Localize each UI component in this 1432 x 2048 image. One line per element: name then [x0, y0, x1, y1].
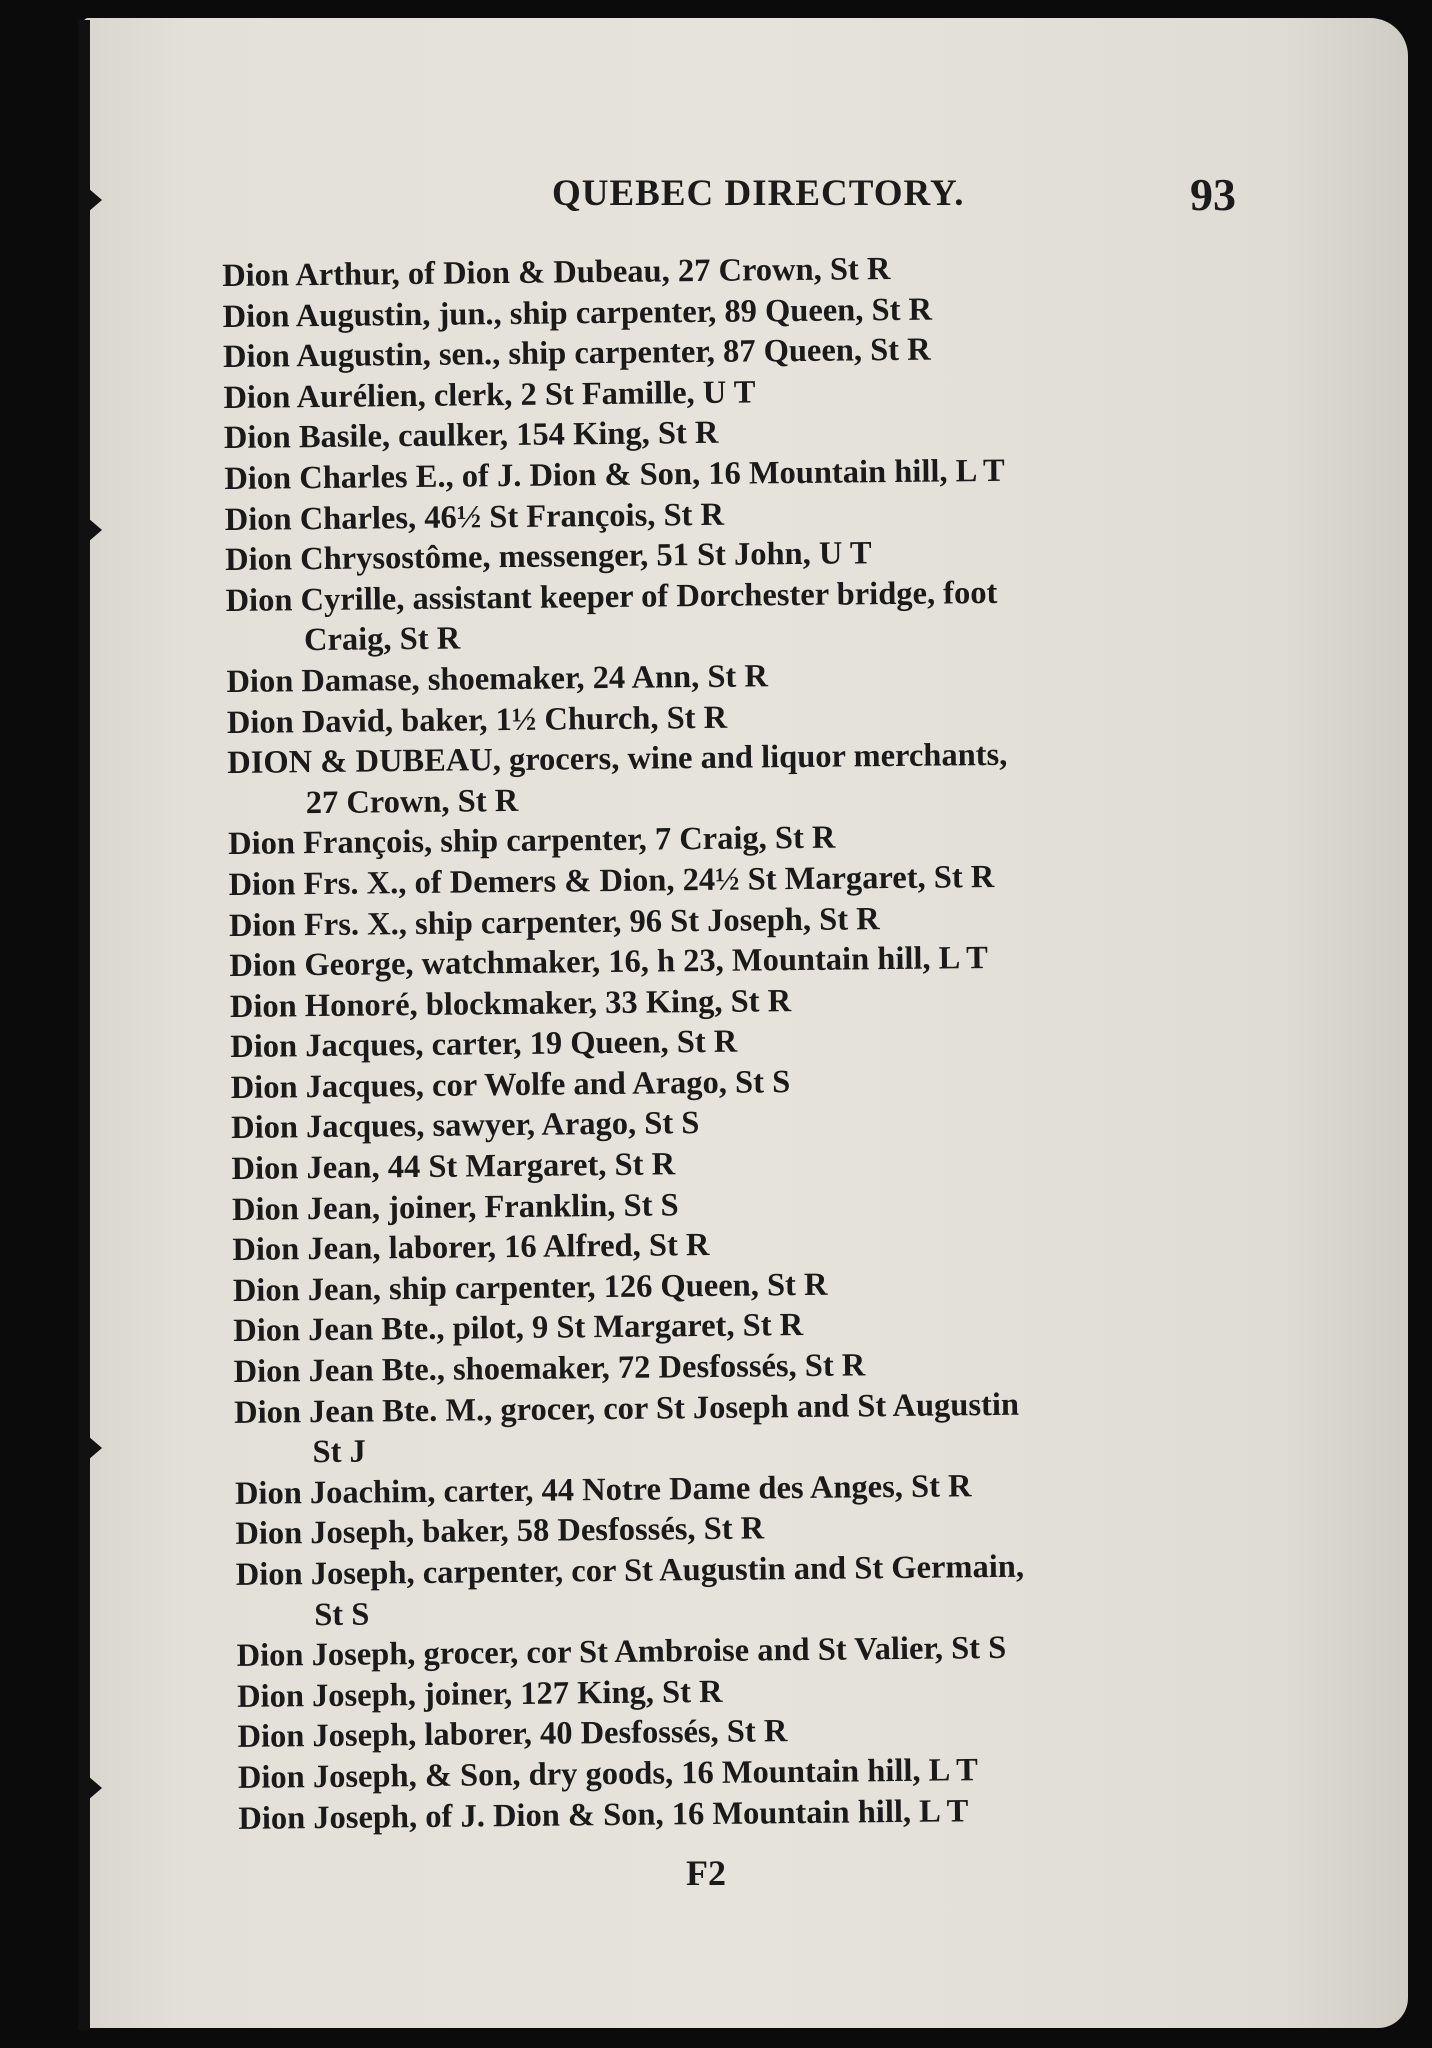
entry-text: DION & DUBEAU, grocers, wine and liquor merchants,: [227, 736, 1008, 782]
entry-text: Dion George, watchmaker, 16, h 23, Mountain hill, L T: [229, 940, 988, 985]
binding-notch: [88, 518, 102, 542]
binding-notch: [88, 1436, 102, 1460]
entry-text: Dion Jean, ship carpenter, 126 Queen, St R: [232, 1266, 828, 1309]
entry-text: Dion Augustin, sen., ship carpenter, 87 Queen, St R: [222, 331, 931, 376]
entry-text: Dion Joseph, & Son, dry goods, 16 Mountain hill, L T: [237, 1752, 978, 1796]
entry-text: Dion Joseph, carpenter, cor St Augustin and St Germain,: [235, 1548, 1025, 1593]
entry-text: Dion Charles E., of J. Dion & Son, 16 Mountain hill, L T: [224, 452, 1005, 497]
entry-continuation: Craig, St R: [303, 620, 461, 659]
entry-text: Dion Basile, caulker, 154 King, St R: [223, 415, 719, 457]
entry-text: Dion Jean Bte. M., grocer, cor St Joseph and St Augustin: [233, 1386, 1020, 1431]
entry-text: Dion Jacques, sawyer, Arago, St S: [230, 1105, 700, 1147]
entry-text: Dion Joseph, grocer, cor St Ambroise and St Valier, St S: [236, 1630, 1007, 1675]
entry-text: Dion Jacques, cor Wolfe and Arago, St S: [230, 1063, 791, 1106]
entry-text: Dion Damase, shoemaker, 24 Ann, St R: [226, 658, 769, 700]
entry-text: Dion Jean Bte., pilot, 9 St Margaret, St R: [233, 1307, 804, 1350]
entry-text: Dion Jean, laborer, 16 Alfred, St R: [232, 1227, 710, 1269]
entry-text: Dion Joseph, baker, 58 Desfossés, St R: [235, 1510, 765, 1553]
binding-notch: [88, 1776, 102, 1800]
entry-continuation: St J: [312, 1433, 366, 1471]
entry-text: Dion Joachim, carter, 44 Notre Dame des Anges, St R: [234, 1468, 972, 1512]
signature-mark: F2: [686, 1853, 726, 1893]
directory-entry: [236, 1544, 1277, 1636]
page-title: QUEBEC DIRECTORY.: [552, 173, 965, 214]
entry-text: Dion Joseph, joiner, 127 King, St R: [236, 1673, 723, 1715]
directory-entry: [234, 1382, 1275, 1474]
entry-continuation: 27 Crown, St R: [305, 782, 519, 821]
running-header: [0, 168, 1432, 224]
directory-entry: [225, 570, 1266, 662]
entry-text: Dion Arthur, of Dion & Dubeau, 27 Crown, St R: [222, 251, 891, 294]
directory-entry: [227, 732, 1268, 824]
entry-text: Dion Chrysostôme, messenger, 51 St John, U T: [224, 535, 872, 579]
entry-text: Dion Jean Bte., shoemaker, 72 Desfossés, St R: [233, 1347, 866, 1390]
entry-text: Dion Augustin, jun., ship carpenter, 89 Queen, St R: [222, 291, 933, 335]
entry-text: Dion Joseph, of J. Dion & Son, 16 Mountain hill, L T: [238, 1792, 969, 1837]
entry-text: Dion Frs. X., of Demers & Dion, 24½ St Margaret, St R: [228, 858, 995, 903]
entry-text: Dion Joseph, laborer, 40 Desfossés, St R: [237, 1713, 788, 1756]
entry-continuation: St S: [314, 1596, 370, 1633]
entry-text: Dion David, baker, 1½ Church, St R: [226, 699, 728, 741]
entry-text: Dion Jean, joiner, Franklin, St S: [231, 1186, 679, 1228]
entry-text: Dion Jacques, carter, 19 Queen, St R: [230, 1023, 738, 1066]
page-number: 93: [1190, 169, 1236, 220]
entry-text: Dion Aurélien, clerk, 2 St Famille, U T: [223, 374, 756, 416]
entry-text: Dion François, ship carpenter, 7 Craig, St R: [227, 819, 836, 863]
entry-text: Dion Honoré, blockmaker, 33 King, St R: [229, 982, 792, 1025]
entry-text: Dion Cyrille, assistant keeper of Dorchester bridge, foot: [225, 574, 998, 619]
entry-text: Dion Jean, 44 St Margaret, St R: [231, 1146, 676, 1188]
entry-text: Dion Charles, 46½ St François, St R: [224, 496, 725, 538]
entry-text: Dion Frs. X., ship carpenter, 96 St Joseph, St R: [228, 900, 880, 944]
directory-entries: [222, 245, 1279, 1839]
binding-edge: [78, 20, 90, 2030]
